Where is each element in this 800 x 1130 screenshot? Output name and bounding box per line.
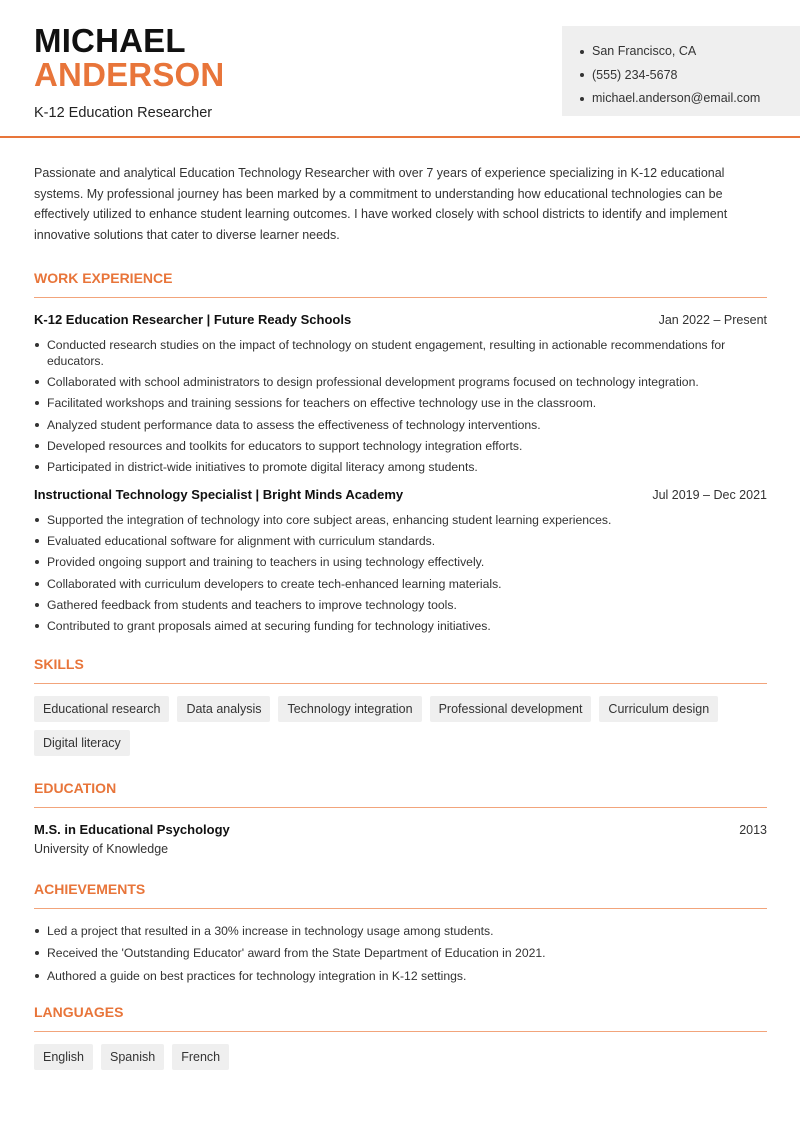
job-entry <box>34 312 767 475</box>
list-item: Collaborated with school administrators to design professional development programs focused on technology integration. <box>34 374 767 390</box>
list-item: Received the 'Outstanding Educator' award from the State Department of Education in 2021. <box>34 945 767 961</box>
list-item: Contributed to grant proposals aimed at securing funding for technology initiatives. <box>34 618 767 634</box>
name-block <box>34 24 224 121</box>
bullet-icon <box>35 603 39 607</box>
education-entry <box>34 822 767 837</box>
job-dates: Jan 2022 – Present <box>658 313 767 327</box>
job-bullets <box>34 512 767 634</box>
list-item: Evaluated educational software for alignment with curriculum standards. <box>34 533 767 549</box>
job-role: Instructional Technology Specialist | Bright Minds Academy <box>34 486 404 502</box>
language-tag: French <box>172 1044 229 1070</box>
list-item: Developed resources and toolkits for educators to support technology integration efforts. <box>34 438 767 454</box>
list-item: Gathered feedback from students and teachers to improve technology tools. <box>34 597 767 613</box>
list-item: Led a project that resulted in a 30% increase in technology usage among students. <box>34 923 767 939</box>
skills-tags <box>34 696 767 764</box>
section-title-languages: LANGUAGES <box>34 1004 767 1032</box>
job-title: K-12 Education Researcher <box>34 105 213 121</box>
language-tag: Spanish <box>101 1044 164 1070</box>
job-entry <box>34 487 767 634</box>
bullet-icon <box>35 560 39 564</box>
resume-header <box>0 0 800 138</box>
list-item: Provided ongoing support and training to teachers in using technology effectively. <box>34 554 767 570</box>
list-item: Analyzed student performance data to assess the effectiveness of technology interventions. <box>34 417 767 433</box>
language-tag: English <box>34 1044 93 1070</box>
skill-tag: Digital literacy <box>34 730 130 756</box>
education-school: University of Knowledge <box>34 841 169 856</box>
bullet-icon <box>35 974 39 978</box>
skill-tag: Professional development <box>430 696 592 722</box>
bullet-icon <box>35 929 39 933</box>
section-title-education: EDUCATION <box>34 780 767 808</box>
job-bullets <box>34 337 767 475</box>
contact-location <box>580 40 800 64</box>
education-year: 2013 <box>739 822 767 837</box>
section-title-work: WORK EXPERIENCE <box>34 270 767 298</box>
contact-email[interactable] <box>580 87 800 111</box>
bullet-icon <box>580 73 584 77</box>
list-item: Authored a guide on best practices for technology integration in K-12 settings. <box>34 968 767 984</box>
last-name: ANDERSON <box>34 56 225 93</box>
bullet-icon <box>35 380 39 384</box>
bullet-icon <box>35 624 39 628</box>
skill-tag: Technology integration <box>278 696 421 722</box>
job-role: K-12 Education Researcher | Future Ready Schools <box>34 312 352 327</box>
job-dates: Jul 2019 – Dec 2021 <box>652 487 767 502</box>
contact-phone <box>580 64 800 88</box>
first-name: MICHAEL <box>34 22 186 59</box>
bullet-icon <box>35 423 39 427</box>
bullet-icon <box>35 343 39 347</box>
resume-content <box>34 163 767 1078</box>
phone-text: (555) 234-5678 <box>592 67 678 82</box>
email-link[interactable]: michael.anderson@email.com <box>592 91 761 105</box>
bullet-icon <box>35 465 39 469</box>
achievements-list <box>34 923 767 984</box>
list-item: Conducted research studies on the impact of technology on student engagement, resulting in actionable recommendations for educators. <box>34 337 767 369</box>
languages-tags <box>34 1044 767 1078</box>
skill-tag: Curriculum design <box>599 696 718 722</box>
bullet-icon <box>580 50 584 54</box>
list-item: Collaborated with curriculum developers to create tech-enhanced learning materials. <box>34 576 767 592</box>
bullet-icon <box>35 582 39 586</box>
skill-tag: Educational research <box>34 696 169 722</box>
bullet-icon <box>35 951 39 955</box>
list-item: Supported the integration of technology into core subject areas, enhancing student learning experiences. <box>34 512 767 528</box>
summary: Passionate and analytical Education Technology Researcher with over 7 years of experience specializing in K-12 educational systems. My professional journey has been marked by a commitment to understanding how educational technologies can be effectively utilized to enhance student learning outcomes. I have worked closely with school districts to identify and implement innovative solutions that cater to diverse learner needs. <box>34 166 728 242</box>
section-title-achievements: ACHIEVEMENTS <box>34 881 767 909</box>
list-item: Participated in district-wide initiatives to promote digital literacy among students. <box>34 459 767 475</box>
section-title-skills: SKILLS <box>34 656 767 684</box>
bullet-icon <box>35 539 39 543</box>
bullet-icon <box>580 97 584 101</box>
skill-tag: Data analysis <box>177 696 270 722</box>
education-degree: M.S. in Educational Psychology <box>34 821 230 837</box>
contact-box <box>562 26 800 116</box>
bullet-icon <box>35 518 39 522</box>
location-text: San Francisco, CA <box>592 44 697 58</box>
bullet-icon <box>35 401 39 405</box>
list-item: Facilitated workshops and training sessions for teachers on effective technology use in the classroom. <box>34 395 767 411</box>
bullet-icon <box>35 444 39 448</box>
